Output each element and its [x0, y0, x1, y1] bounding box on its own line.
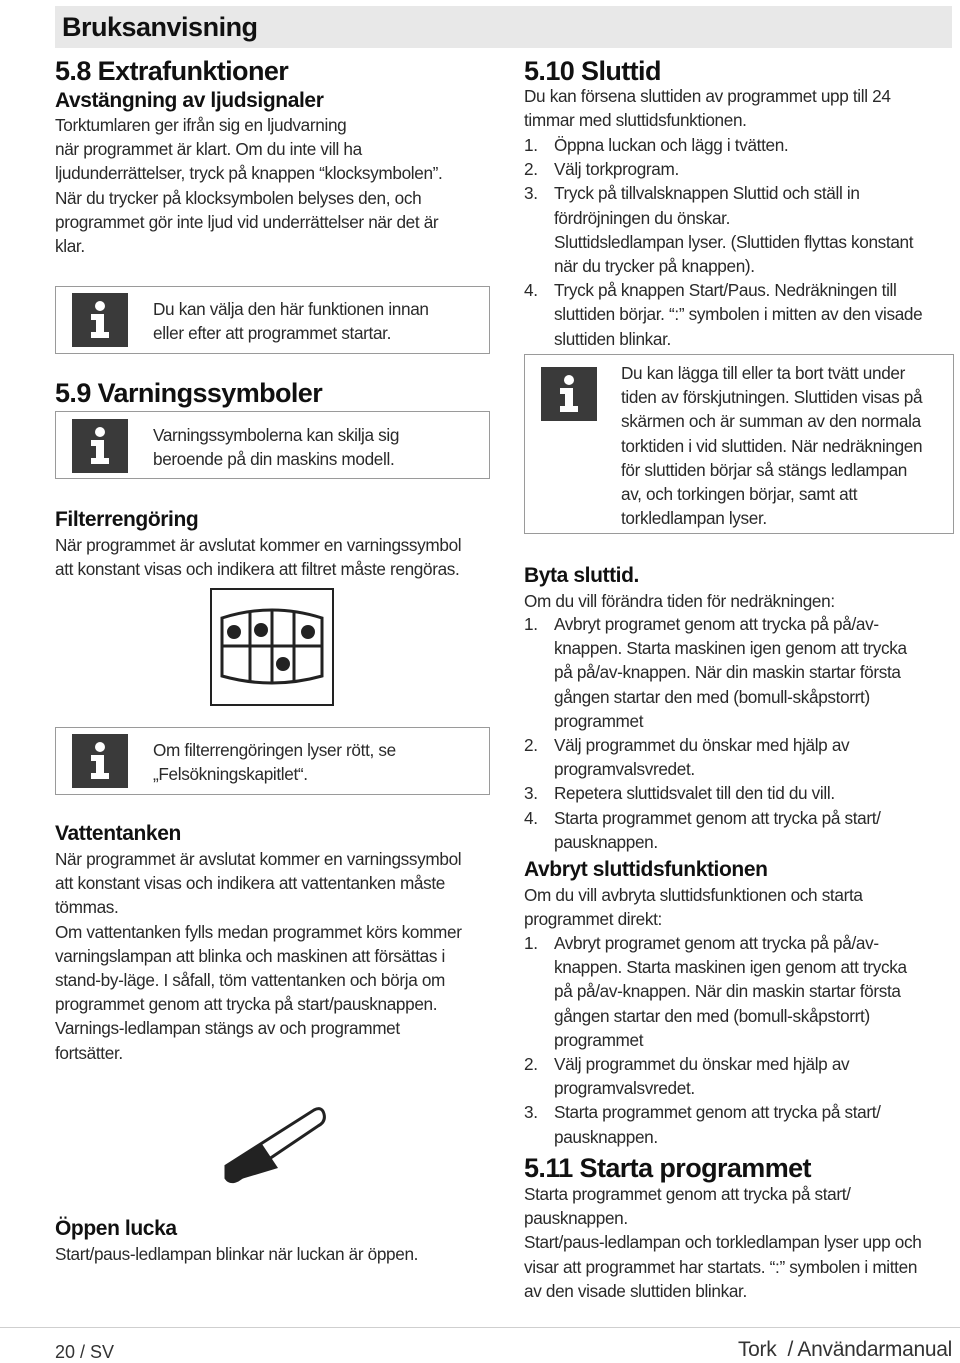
cancel-end-time-title: Avbryt sluttidsfunktionen — [524, 858, 768, 881]
end-time-paragraph: Du kan försena sluttiden av programmet upp till 24 timmar med sluttidsfunktionen. — [524, 86, 891, 131]
info-icon — [72, 293, 128, 347]
list-item: 1. Avbryt programet genom att trycka på på/av- knappen. Starta maskinen igen genom att trycka på på/av-knappen. När din maskin startar första gången startar den med (bomull-skåpstorrt) programmet — [524, 614, 907, 731]
info-box-add-laundry: Du kan lägga till eller ta bort tvätt under tiden av förskjutningen. Sluttiden visas på skärmen och är summan av den normala torktiden i vid sluttiden. När nedräkningen för sluttiden börjar så stängs ledlampan av, och torkingen börjar, samt att torkledlampan lyser. — [524, 354, 954, 534]
water-tank-paragraph: När programmet är avslutat kommer en varningssymbol att konstant visas och indikera att vattentanken måste tömmas. Om vattentanken fylls medan programmet körs kommer varningslampan att blinka och maskinen att försättas i stand-by-läge. I såfall, töm vattentanken och börja om programmet genom att trycka på start/pausknappen. Varnings-ledlampan stängs av och programmet fortsätter. — [55, 849, 462, 1063]
list-item: 3. Repetera sluttidsvalet till den tid du vill. — [524, 783, 835, 804]
end-time-steps — [524, 133, 954, 351]
door-open-paragraph: Start/paus-ledlampan blinkar när luckan är öppen. — [55, 1244, 419, 1264]
filter-cleaning-title: Filterrengöring — [55, 508, 199, 531]
audio-off-paragraph: Torktumlaren ger ifrån sig en ljudvarning när programmet är klart. Om du inte vill ha ljudunderrättelser, tryck på knappen “klocksymbolen”. När du trycker på klocksymbolen belyses den, och programmet gör inte ljud vid underrättelser när det är klar. — [55, 115, 443, 257]
water-tank-warning-icon — [218, 1092, 328, 1190]
change-end-time-title: Byta sluttid. — [524, 564, 639, 587]
info-box-function-timing: Du kan välja den här funktionen innan eller efter att programmet startar. — [55, 286, 490, 354]
section-5-10-title: 5.10 Sluttid — [524, 56, 661, 86]
list-item: 2. Välj torkprogram. — [524, 159, 679, 180]
filter-cleaning-paragraph: När programmet är avslutat kommer en varningssymbol att konstant visas och indikera att filtret måste rengöras. — [55, 535, 462, 580]
document-title: Tork / Användarmanual — [737, 1338, 952, 1361]
filter-warning-icon — [210, 588, 334, 706]
info-box-filter-red: Om filterrengöringen lyser rött, se „Felsökningskapitlet“. — [55, 727, 490, 795]
info-box-symbol-variation: Varningssymbolerna kan skilja sig beroende på din maskins modell. — [55, 411, 490, 479]
list-item: 1. Avbryt programet genom att trycka på på/av- knappen. Starta maskinen igen genom att trycka på på/av-knappen. När din maskin startar första gången startar den med (bomull-skåpstorrt) programmet — [524, 933, 907, 1050]
section-5-9-title: 5.9 Varningssymboler — [55, 378, 323, 408]
start-program-paragraph: Starta programmet genom att trycka på start/ pausknappen. Start/paus-ledlampan och torkledlampan lyser upp och visar att programmet har startats. “:” symbolen i mitten av den visade sluttiden blinkar. — [524, 1184, 922, 1301]
section-5-11-title: 5.11 Starta programmet — [524, 1153, 811, 1183]
list-item: 2. Välj programmet du önskar med hjälp av programvalsvredet. — [524, 735, 850, 780]
water-tank-title: Vattentanken — [55, 822, 181, 845]
change-end-time-paragraph: Om du vill förändra tiden för nedräkningen: — [524, 591, 835, 611]
info-icon — [72, 419, 128, 473]
info-icon — [541, 367, 597, 421]
audio-off-subtitle: Avstängning av ljudsignaler — [55, 89, 324, 112]
info-icon — [72, 734, 128, 788]
page-header-title: Bruksanvisning — [62, 12, 258, 42]
list-item: 4. Tryck på knappen Start/Paus. Nedräkningen till sluttiden börjar. “:” symbolen i mitten av den visade sluttiden blinkar. — [524, 280, 923, 349]
list-item: 2. Välj programmet du önskar med hjälp av programvalsvredet. — [524, 1054, 850, 1099]
change-end-time-steps — [524, 612, 954, 854]
cancel-end-time-paragraph: Om du vill avbryta sluttidsfunktionen och starta programmet direkt: — [524, 885, 863, 930]
list-item: 1. Öppna luckan och lägg i tvätten. — [524, 135, 789, 155]
list-item: 3. Tryck på tillvalsknappen Sluttid och ställ in fördröjningen du önskar. Sluttidsledlampan lyser. (Sluttiden flyttas konstant när du trycker på knappen). — [524, 183, 914, 277]
footer-divider — [0, 1327, 960, 1328]
cancel-end-time-steps — [524, 931, 954, 1149]
door-open-title: Öppen lucka — [55, 1217, 177, 1240]
list-item: 4. Starta programmet genom att trycka på start/ pausknappen. — [524, 807, 881, 852]
list-item: 3. Starta programmet genom att trycka på start/ pausknappen. — [524, 1102, 881, 1147]
page-number: 20 / SV — [55, 1342, 115, 1362]
section-5-8-title: 5.8 Extrafunktioner — [55, 56, 289, 86]
